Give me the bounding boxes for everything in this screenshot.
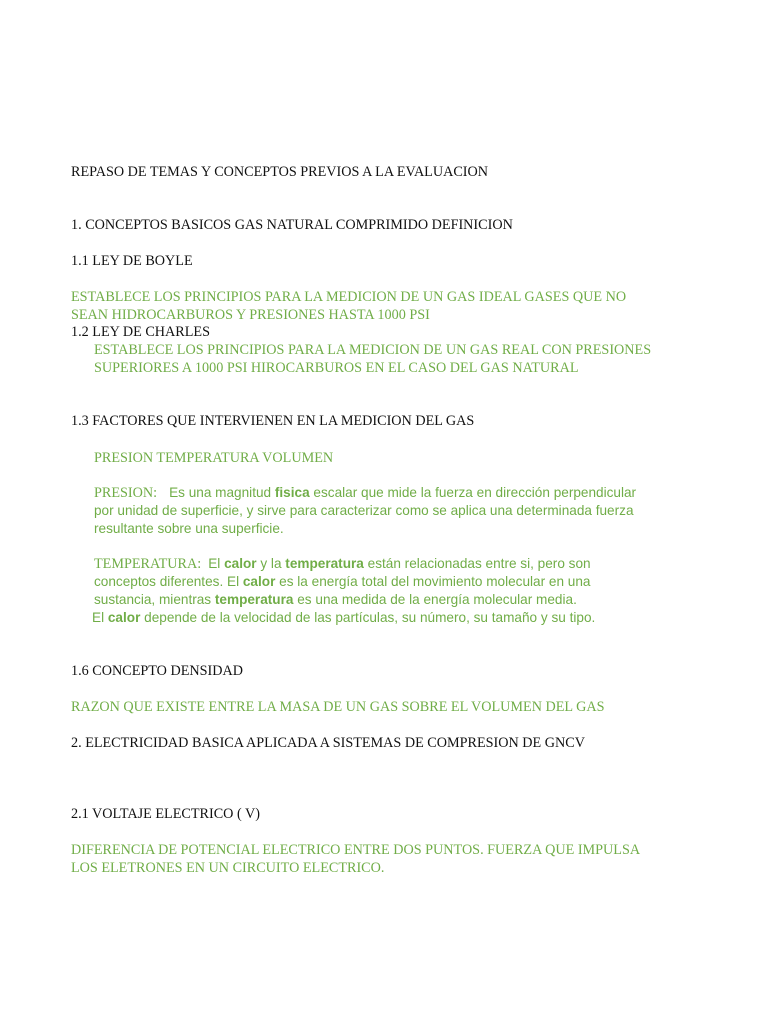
temp-l2-c: es la energía total del movimiento molecular en una: [275, 574, 591, 589]
temp-l2-calor: calor: [242, 574, 276, 589]
temp-l4-a: El: [92, 610, 108, 625]
temp-l3-c: es una medida de la energía molecular media.: [293, 592, 577, 607]
charles-text-line-1: ESTABLECE LOS PRINCIPIOS PARA LA MEDICION DE UN GAS REAL CON PRESIONES: [94, 342, 652, 358]
presion-label: PRESION:: [94, 485, 158, 501]
temperatura-line-2: [94, 573, 590, 591]
section-2-heading: 2. ELECTRICIDAD BASICA APLICADA A SISTEMAS DE COMPRESION DE GNCV: [71, 735, 585, 751]
section-1-heading: 1. CONCEPTOS BASICOS GAS NATURAL COMPRIMIDO DEFINICION: [71, 217, 513, 233]
presion-line-3: resultante sobre una superficie.: [94, 521, 284, 536]
densidad-text: RAZON QUE EXISTE ENTRE LA MASA DE UN GAS SOBRE EL VOLUMEN DEL GAS: [71, 699, 605, 715]
temperatura-line-3: [94, 591, 577, 609]
section-1-3-heading: 1.3 FACTORES QUE INTERVIENEN EN LA MEDICION DEL GAS: [71, 413, 475, 429]
temperatura-line-4: [92, 609, 595, 627]
temp-l1-e: están relacionadas entre si, pero son: [363, 556, 591, 571]
temp-l4-c: depende de la velocidad de las partículas, su número, su tamaño y su tipo.: [140, 610, 596, 625]
temp-l4-calor: calor: [107, 610, 141, 625]
temperatura-label: TEMPERATURA:: [94, 556, 202, 572]
section-1-6-heading: 1.6 CONCEPTO DENSIDAD: [71, 663, 243, 679]
temp-l1-temperatura: temperatura: [285, 556, 364, 571]
section-1-2-heading: 1.2 LEY DE CHARLES: [71, 324, 210, 340]
voltaje-text-line-1: DIFERENCIA DE POTENCIAL ELECTRICO ENTRE DOS PUNTOS. FUERZA QUE IMPULSA: [71, 842, 641, 858]
document-title: REPASO DE TEMAS Y CONCEPTOS PREVIOS A LA EVALUACION: [71, 164, 489, 180]
boyle-text-line-1: ESTABLECE LOS PRINCIPIOS PARA LA MEDICION DE UN GAS IDEAL GASES QUE NO: [71, 289, 627, 305]
temp-l3-a: sustancia, mientras: [94, 592, 215, 607]
temp-l3-temperatura: temperatura: [214, 592, 294, 607]
temperatura-line-1: [94, 555, 591, 573]
temp-l1-a: El: [208, 556, 225, 571]
charles-text-line-2: SUPERIORES A 1000 PSI HIROCARBUROS EN EL CASO DEL GAS NATURAL: [94, 360, 579, 376]
presion-text-a: Es una magnitud: [169, 485, 275, 500]
section-1-1-heading: 1.1 LEY DE BOYLE: [71, 253, 193, 269]
presion-text-c: escalar que mide la fuerza en dirección perpendicular: [309, 485, 637, 500]
voltaje-text-line-2: LOS ELETRONES EN UN CIRCUITO ELECTRICO.: [71, 860, 385, 876]
temp-l1-c: y la: [256, 556, 286, 571]
temp-l1-calor: calor: [224, 556, 257, 571]
presion-line-1: [94, 484, 636, 502]
temp-l2-a: conceptos diferentes. El: [94, 574, 243, 589]
factors-list: PRESION TEMPERATURA VOLUMEN: [94, 450, 334, 466]
presion-fisica: fisica: [274, 485, 310, 500]
section-2-1-heading: 2.1 VOLTAJE ELECTRICO ( V): [71, 806, 260, 822]
presion-line-2: por unidad de superficie, y sirve para caracterizar como se aplica una determinada fuerza: [94, 503, 634, 518]
boyle-text-line-2: SEAN HIDROCARBUROS Y PRESIONES HASTA 1000 PSI: [71, 307, 430, 323]
